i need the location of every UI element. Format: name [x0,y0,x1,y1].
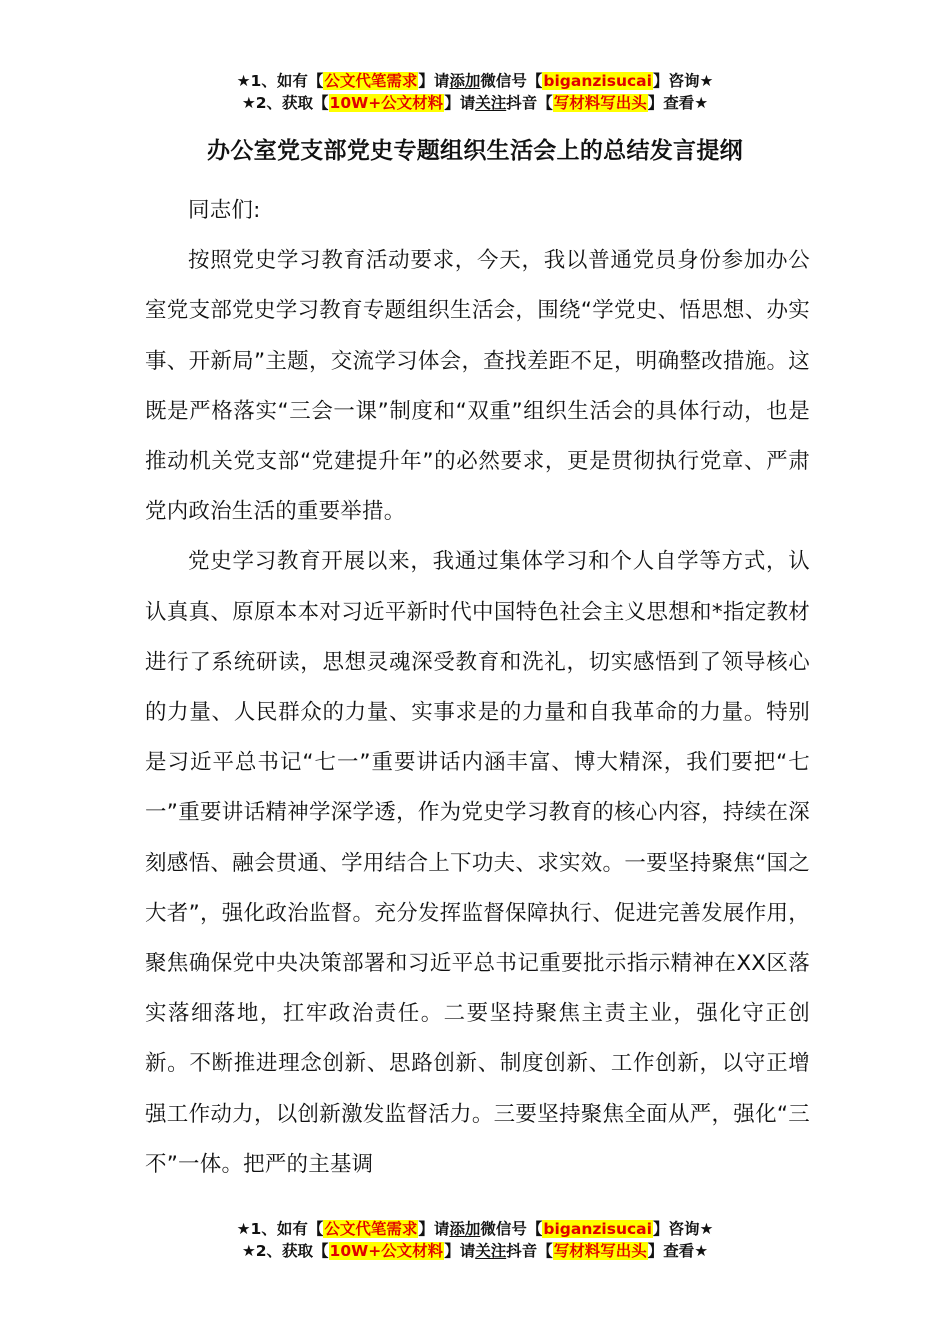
highlight-service: 公文代笔需求 [324,72,418,90]
banner-text: 】请 [418,1220,450,1238]
highlight-service: 公文代笔需求 [324,1220,418,1238]
banner-text: 抖音【 [506,1242,553,1260]
banner-text: ★1、如有【 [236,72,324,90]
banner-text: 微信号【 [480,72,543,90]
banner-text: ★2、获取【 [241,1242,329,1260]
banner-text: ★1、如有【 [236,1220,324,1238]
highlight-douyin: 写材料写出头 [553,94,647,112]
banner-text: 】请 [444,94,476,112]
banner-line-2 [0,92,950,114]
banner-text: 抖音【 [506,94,553,112]
document-title: 办公室党支部党史专题组织生活会上的总结发言提纲 [207,138,743,164]
top-banner [0,70,950,114]
underlined-word: 关注 [475,94,507,112]
highlight-materials: 10W+公文材料 [329,1242,444,1260]
underlined-word: 添加 [449,1220,481,1238]
highlight-douyin: 写材料写出头 [553,1242,647,1260]
banner-text: 】咨询★ [652,1220,714,1238]
bottom-banner [0,1218,950,1262]
paragraph-2: 党史学习教育开展以来，我通过集体学习和个人自学等方式，认认真真、原原本本对习近平新时代中国特色社会主义思想和*指定教材进行了系统研读，思想灵魂深受教育和洗礼，切实感悟到了领导核心的力量、人民群众的力量、实事求是的力量和自我革命的力量。特别是习近平总书记“七一”重要讲话内涵丰富、博大精深，我们要把“七一”重要讲话精神学深学透，作为党史学习教育的核心内容，持续在深刻感悟、融会贯通、学用结合上下功夫、求实效。一要坚持聚焦“国之大者”，强化政治监督。充分发挥监督保障执行、促进完善发展作用，聚焦确保党中央决策部署和习近平总书记重要批示指示精神在XX区落实落细落地，扛牢政治责任。二要坚持聚焦主责主业，强化守正创新。不断推进理念创新、思路创新、制度创新、工作创新，以守正增强工作动力，以创新激发监督活力。三要坚持聚焦全面从严，强化“三不”一体。把严的主基调 [145,549,810,1177]
banner-text: 微信号【 [480,1220,543,1238]
banner-line-1 [0,1218,950,1240]
banner-text: 】查看★ [647,1242,709,1260]
document-body [145,186,810,1190]
highlight-materials: 10W+公文材料 [329,94,444,112]
banner-text: ★2、获取【 [241,94,329,112]
underlined-word: 关注 [475,1242,507,1260]
greeting: 同志们: [188,198,261,223]
banner-line-2 [0,1240,950,1262]
highlight-wechat-id: biganzisucai [543,72,652,90]
banner-text: 】请 [418,72,450,90]
banner-text: 】查看★ [647,94,709,112]
banner-line-1 [0,70,950,92]
underlined-word: 添加 [449,72,481,90]
banner-text: 】咨询★ [652,72,714,90]
paragraph-1: 按照党史学习教育活动要求，今天，我以普通党员身份参加办公室党支部党史学习教育专题组织生活会，围绕“学党史、悟思想、办实事、开新局”主题，交流学习体会，查找差距不足，明确整改措施。这既是严格落实“三会一课”制度和“双重”组织生活会的具体行动，也是推动机关党支部“党建提升年”的必然要求，更是贯彻执行党章、严肃党内政治生活的重要举措。 [145,248,810,525]
banner-text: 】请 [444,1242,476,1260]
highlight-wechat-id: biganzisucai [543,1220,652,1238]
